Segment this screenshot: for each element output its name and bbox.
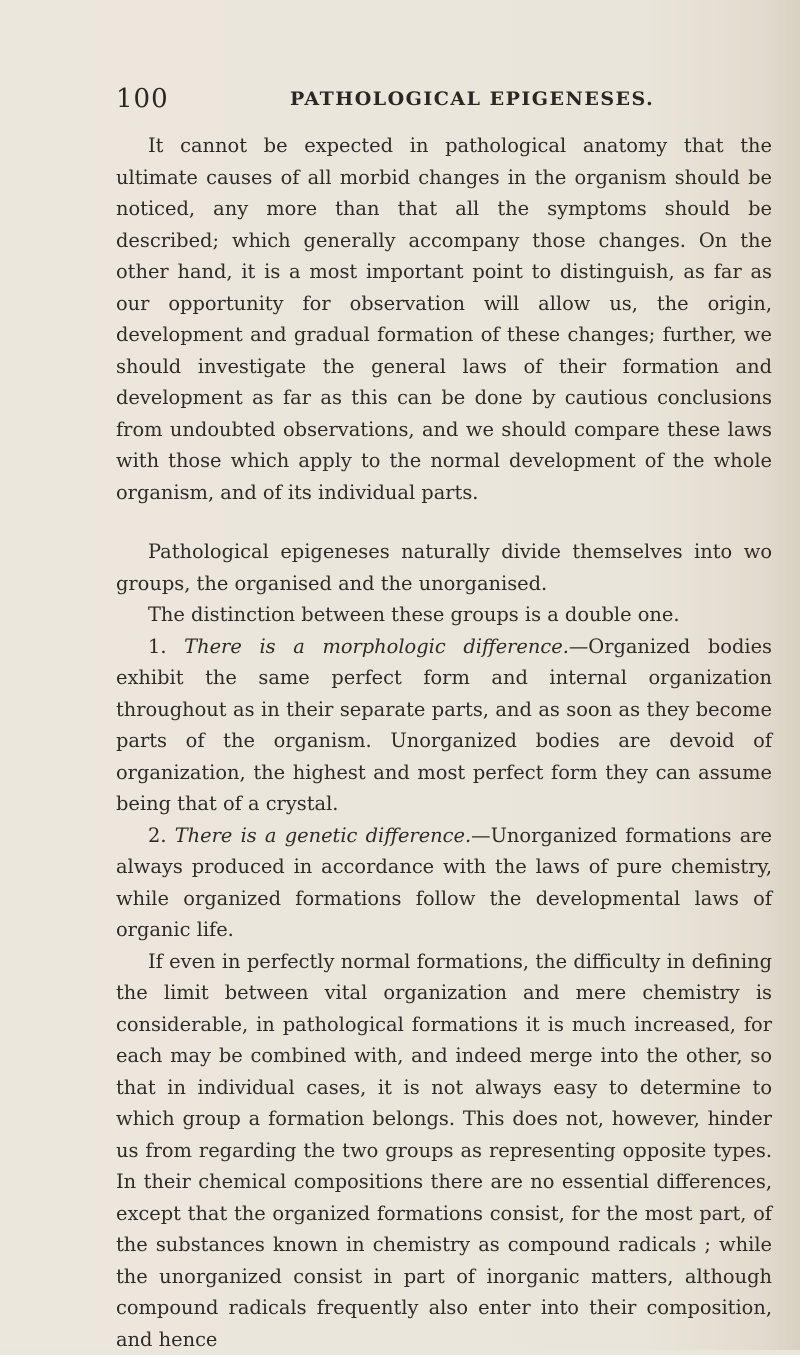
running-head: PATHOLOGICAL EPIGENESES. <box>290 88 654 110</box>
paragraph-intro: It cannot be expected in pathological anatomy that the ultimate causes of all morbid changes in the organism should be noticed, any more than that all the symptoms should be described; which generally accompany those changes. On the other hand, it is a most important point to distinguish, as far as our opportunity for observation will allow us, the origin, development and gradual formation of these changes; further, we should investigate the general laws of their formation and development as far as this can be done by cautious conclusions from undoubted observations, and we should compare these laws with those which apply to the normal development of the whole organism, and of its individual parts. <box>116 130 772 508</box>
page-header <box>116 78 776 118</box>
paragraph-genetic <box>116 820 772 946</box>
item-text: —Organized bodies exhibit the same perfect form and internal organization throughout as in their separate parts, and as soon as they become parts of the organism. Unorganized bodies are devoid of organization, the highest and most perfect form they can assume being that of a crystal. <box>116 635 772 816</box>
item-number: 2. <box>148 824 175 847</box>
body-text <box>116 130 772 1355</box>
paragraph-morphologic <box>116 631 772 820</box>
item-number: 1. <box>148 635 184 658</box>
paragraph-distinction: The distinction between these groups is a double one. <box>116 599 772 631</box>
item-text: —Unorganized formations are always produced in accordance with the laws of pure chemistry, while organized formations follow the developmental laws of organic life. <box>116 824 772 942</box>
page-number: 100 <box>116 84 169 114</box>
item-heading: There is a morphologic difference. <box>184 635 569 658</box>
paragraph-groups: Pathological epigeneses naturally divide themselves into wo groups, the organised and the unorganised. <box>116 536 772 599</box>
item-heading: There is a genetic difference. <box>175 824 471 847</box>
paragraph-limits: If even in perfectly normal formations, the difficulty in defining the limit between vital organization and mere chemistry is considerable, in pathological formations it is much increased, for each may be combined with, and indeed merge into the other, so that in individual cases, it is not always easy to determine to which group a formation belongs. This does not, however, hinder us from regarding the two groups as representing opposite types. In their chemical compositions there are no essential differences, except that the organized formations consist, for the most part, of the substances known in chemistry as compound radicals ; while the unorganized consist in part of inorganic matters, although compound radicals frequently also enter into their composition, and hence <box>116 946 772 1355</box>
